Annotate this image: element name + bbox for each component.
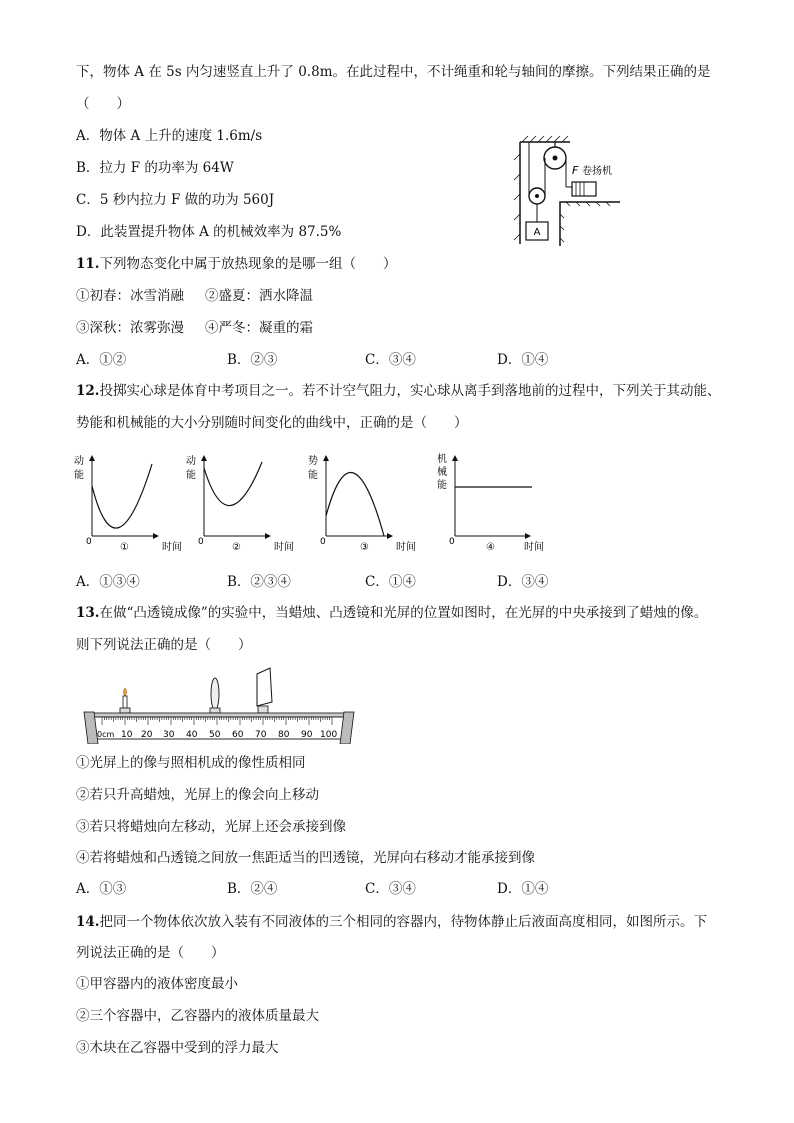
graph-2-curve	[204, 462, 262, 506]
graph-2-ylabel-1: 动	[186, 456, 196, 467]
ruler-label-30: 30	[163, 730, 175, 740]
ruler-label-70: 70	[255, 730, 267, 740]
graph-3-ylabel-2: 能	[308, 470, 318, 481]
graph-1-ylabel-2: 能	[74, 470, 84, 481]
q12-stem-line1	[76, 382, 721, 400]
graph-4	[437, 452, 544, 553]
q13-option-b: B．②④	[227, 881, 278, 897]
q11-item-4: ④严冬：凝重的霜	[205, 320, 313, 336]
graph-1-origin: 0	[86, 537, 92, 547]
graph-3-xlabel: 时间	[396, 542, 416, 553]
q13-item-4: ④若将蜡烛和凸透镜之间放一焦距适当的凹透镜，光屏向右移动才能承接到像	[76, 850, 535, 866]
graph-2-ylabel-2: 能	[186, 470, 196, 481]
q11-item-2: ②盛夏：洒水降温	[205, 288, 313, 304]
winch-label: 卷扬机	[582, 166, 612, 177]
ruler-label-10: 10	[121, 730, 133, 740]
q10-answer-paren: （ ）	[76, 96, 130, 112]
q12-number: 12.	[76, 383, 100, 399]
q13-item-2: ②若只升高蜡烛，光屏上的像会向上移动	[76, 787, 319, 803]
graph-1-ylabel-1: 动	[74, 456, 84, 467]
q12-stem-line2: 势能和机械能的大小分别随时间变化的曲线中，正确的是（ ）	[76, 415, 468, 431]
ruler-label-100: 100	[320, 730, 338, 740]
q10-option-d: D．此装置提升物体 A 的机械效率为 87.5%	[76, 224, 342, 240]
q12-option-d: D．③④	[497, 574, 549, 590]
graph-3-index: ③	[360, 542, 369, 553]
graph-1-index: ①	[120, 542, 129, 553]
q11-option-b: B．②③	[227, 352, 278, 368]
graph-4-index: ④	[486, 542, 495, 553]
q14-stem-text: 把同一个物体依次放入装有不同液体的三个相同的容器内，待物体静止后液面高度相同，如图所示。下	[99, 914, 707, 930]
graph-3	[308, 454, 416, 553]
q11-stem	[76, 255, 397, 273]
q14-item-2: ②三个容器中，乙容器内的液体质量最大	[76, 1008, 319, 1024]
ruler-label-90: 90	[301, 730, 313, 740]
q11-item-3: ③深秋：浓雾弥漫	[76, 320, 184, 336]
q10-option-c: C．5 秒内拉力 F 做的功为 560J	[76, 192, 275, 208]
q14-stem-line2: 列说法正确的是（ ）	[76, 945, 225, 961]
q13-option-a: A．①③	[76, 881, 127, 897]
light-screen	[257, 668, 272, 713]
graph-4-ylabel-3: 能	[437, 480, 447, 491]
q14-number: 14.	[76, 914, 100, 930]
q11-stem-text: 下列物态变化中属于放热现象的是哪一组（ ）	[99, 256, 397, 272]
q12-option-c: C．①④	[365, 574, 416, 590]
graph-4-ylabel-1: 机	[437, 454, 447, 465]
graph-4-ylabel-2: 械	[437, 467, 447, 478]
q14-item-3: ③木块在乙容器中受到的浮力最大	[76, 1040, 279, 1056]
graph-1	[74, 454, 182, 553]
graph-1-curve	[92, 464, 152, 528]
ruler-label-80: 80	[278, 730, 290, 740]
force-label: F	[572, 164, 579, 177]
q10-option-b: B．拉力 F 的功率为 64W	[76, 160, 234, 176]
ruler-label-50: 50	[209, 730, 221, 740]
ruler-label-40: 40	[186, 730, 198, 740]
graph-2	[186, 454, 294, 553]
graph-3-ylabel-1: 势	[308, 456, 318, 467]
optical-bench-figure	[80, 662, 360, 744]
q11-item-1: ①初春：冰雪消融	[76, 288, 184, 304]
q11-number: 11.	[76, 256, 100, 272]
graph-2-xlabel: 时间	[274, 542, 294, 553]
q12-option-b: B．②③④	[227, 574, 291, 590]
graph-3-curve	[326, 473, 384, 536]
q13-number: 13.	[76, 605, 100, 621]
q11-option-d: D．①④	[497, 352, 549, 368]
q12-stem-text: 投掷实心球是体育中考项目之一。若不计空气阻力，实心球从离手到落地前的过程中，下列关于其动能、	[99, 383, 721, 399]
q12-graphs	[70, 450, 560, 558]
graph-2-origin: 0	[198, 537, 204, 547]
q14-item-1: ①甲容器内的液体密度最小	[76, 976, 238, 992]
pulley-winch-figure	[510, 134, 640, 250]
ruler-label-60: 60	[232, 730, 244, 740]
ruler-label-20: 20	[141, 730, 153, 740]
graph-3-origin: 0	[320, 537, 326, 547]
q13-option-d: D．①④	[497, 881, 549, 897]
block-a-label: A	[533, 227, 541, 238]
q13-stem-line1	[76, 604, 707, 622]
graph-1-xlabel: 时间	[162, 542, 182, 553]
q13-stem-text: 在做“凸透镜成像”的实验中，当蜡烛、凸透镜和光屏的位置如图时，在光屏的中央承接到了蜡烛的像。	[99, 605, 708, 621]
q13-item-3: ③若只将蜡烛向左移动，光屏上还会承接到像	[76, 819, 346, 835]
q13-option-c: C．③④	[365, 881, 416, 897]
candle	[120, 688, 130, 713]
graph-2-index: ②	[232, 542, 241, 553]
graph-4-xlabel: 时间	[524, 542, 544, 553]
q13-item-1: ①光屏上的像与照相机成的像性质相同	[76, 755, 306, 771]
q10-option-a: A．物体 A 上升的速度 1.6m/s	[76, 128, 263, 144]
q11-option-c: C．③④	[365, 352, 416, 368]
q11-option-a: A．①②	[76, 352, 127, 368]
q10-stem-tail: 下，物体 A 在 5s 内匀速竖直上升了 0.8m。在此过程中，不计绳重和轮与轴间的摩擦。下列结果正确的是	[76, 64, 711, 80]
q12-option-a: A．①③④	[76, 574, 140, 590]
q14-stem-line1	[76, 913, 707, 931]
graph-4-origin: 0	[449, 537, 455, 547]
ruler-label-0: 0cm	[97, 730, 115, 739]
q13-stem-line2: 则下列说法正确的是（ ）	[76, 637, 252, 653]
convex-lens	[210, 678, 220, 713]
